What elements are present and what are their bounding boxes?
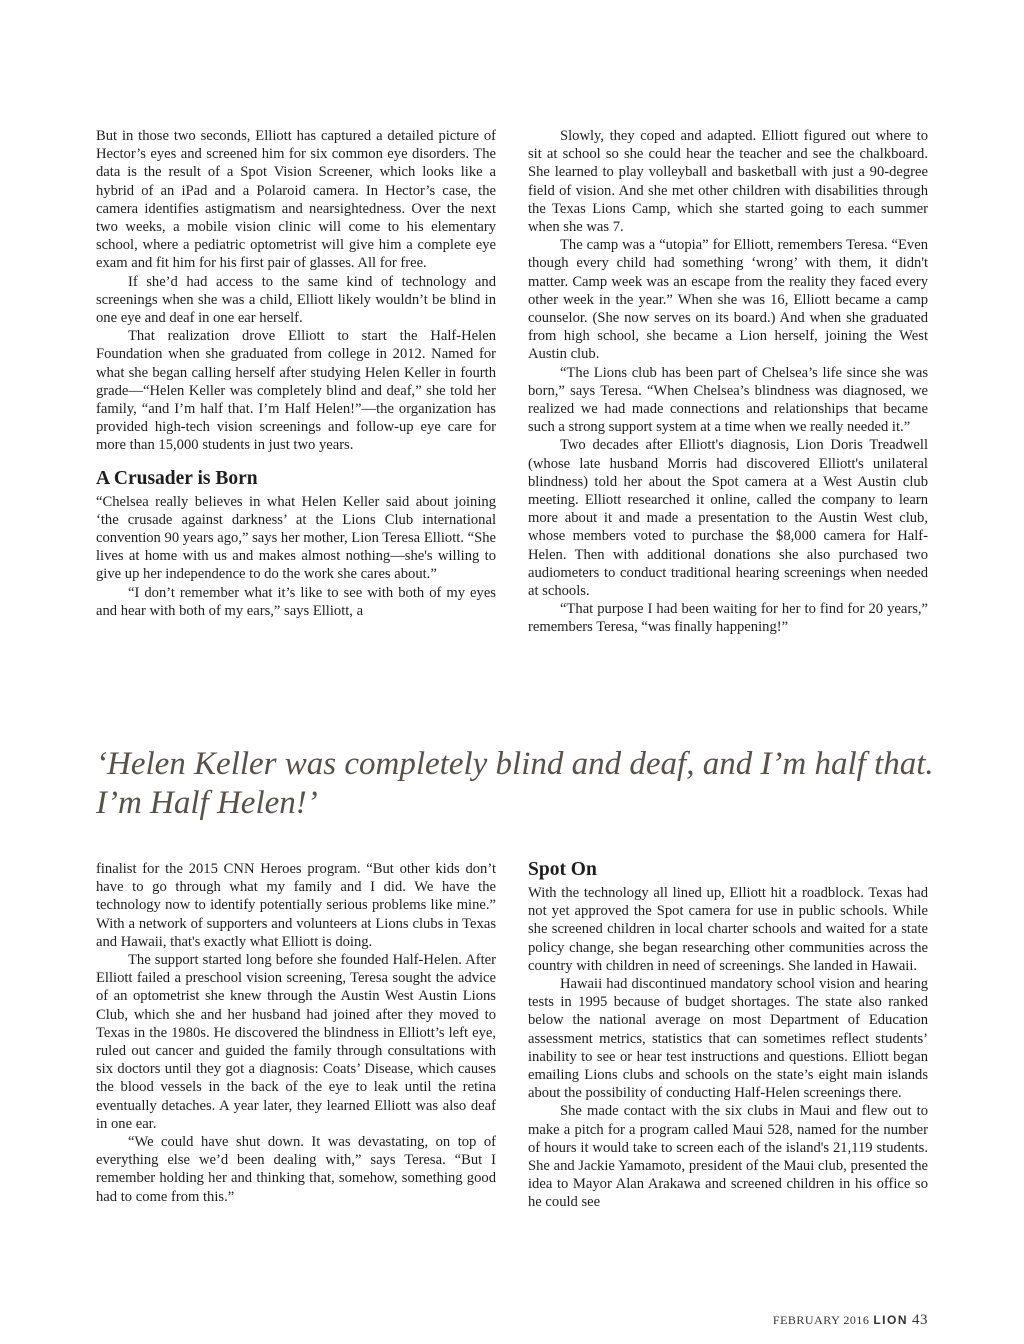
body-paragraph: But in those two seconds, Elliott has captured a detailed picture of Hector’s eyes and screened him for six common eye disorders. The data is the result of a Spot Vision Screener, which looks like a hybrid of an iPad and a Polaroid camera. In Hector’s case, the camera identifies astigmatism and nearsightedness. Over the next two weeks, a mobile vision clinic will come to his elementary school, where a pediatric optometrist will give him a complete eye exam and fit him for his first pair of glasses. All for free.: [96, 128, 496, 272]
section-heading-spot-on: Spot On: [528, 859, 597, 880]
body-paragraph: Two decades after Elliott's diagnosis, Lion Doris Treadwell (whose late husband Morris had discovered Elliott's unilateral blindness) told her about the Spot camera at a West Austin club meeting. Elliott researched it online, called the company to learn more about it and made a presentation to the Austin West club, whose members voted to purchase the $8,000 camera for Half-Helen. Then with additional donations she also purchased two audiometers to conduct traditional hearing screenings when needed at schools.: [528, 437, 928, 600]
body-paragraph: She made contact with the six clubs in Maui and flew out to make a pitch for a program called Maui 528, named for the number of hours it would take to screen each of the island's 21,119 students. She and Jackie Yamamoto, president of the Maui club, presented the idea to Mayor Alan Arakawa and screened children in his office so he could see: [528, 1103, 928, 1211]
page-number: 43: [912, 1312, 928, 1328]
column-top-right: [528, 127, 928, 637]
body-paragraph: With the technology all lined up, Elliott hit a roadblock. Texas had not yet approved the Spot camera for use in public schools. While she screened children in local charter schools and waited for a state policy change, she began researching other communities across the country with children in need of screenings. She landed in Hawaii.: [528, 885, 928, 974]
magazine-name: LION: [873, 1313, 908, 1327]
body-paragraph: Slowly, they coped and adapted. Elliott figured out where to sit at school so she could hear the teacher and see the chalkboard. She learned to play volleyball and basketball with just a 90-degree field of vision. And she met other children with disabilities through the Texas Lions Camp, which she started going to each summer when she was 7.: [528, 128, 928, 236]
body-paragraph: “The Lions club has been part of Chelsea’s life since she was born,” says Teresa. “When Chelsea’s blindness was diagnosed, we realized we had made connections and relationships that became such a strong support system at a time when we really needed it.”: [528, 364, 928, 436]
body-paragraph: “We could have shut down. It was devastating, on top of everything else we’d been dealing with,” says Teresa. “But I remember holding her and thinking that, somehow, something good had to come from this.”: [96, 1134, 496, 1205]
page-footer: [773, 1312, 928, 1329]
body-paragraph: That realization drove Elliott to start the Half-Helen Foundation when she graduated from college in 2012. Named for what she began calling herself after studying Helen Keller in fourth grade—“Helen Keller was completely blind and deaf,” she told her family, “and I’m half that. I’m Half Helen!”—the organization has provided high-tech vision screenings and follow-up eye care for more than 15,000 students in just two years.: [96, 328, 496, 454]
body-paragraph: The support started long before she founded Half-Helen. After Elliott failed a preschool vision screening, Teresa sought the advice of an optometrist she knew through the Austin West Austin Lions Club, which she and her husband had joined after they moved to Texas in the 1980s. He discovered the blindness in Elliott’s left eye, ruled out cancer and guided the family through consultations with six doctors until they got a diagnosis: Coats’ Disease, which causes the blood vessels in the back of the eye to leak until the retina eventually detaches. A year later, they learned Elliott was also deaf in one ear.: [96, 952, 496, 1132]
pull-quote: ‘Helen Keller was completely blind and deaf, and I’m half that. I’m Half Helen!’: [96, 746, 934, 821]
body-paragraph: “Chelsea really believes in what Helen Keller said about joining ‘the crusade against darkness’ at the Lions Club international convention 90 years ago,” says her mother, Lion Teresa Elliott. “She lives at home with us and makes almost nothing—she's willing to give up her independence to do the work she cares about.”: [96, 493, 496, 583]
column-bottom-right: [528, 858, 928, 1212]
column-top-left: [96, 127, 496, 620]
body-paragraph: finalist for the 2015 CNN Heroes program. “But other kids don’t have to go through what my family and I did. We have the technology now to identify potentially serious problems like mine.” With a network of supporters and volunteers at Lions clubs in Texas and Hawaii, that's exactly what Elliott is doing.: [96, 861, 496, 950]
body-paragraph: “I don’t remember what it’s like to see with both of my eyes and hear with both of my ears,” says Elliott, a: [96, 584, 496, 619]
body-paragraph: Hawaii had discontinued mandatory school vision and hearing tests in 1995 because of budget shortages. The state also ranked below the national average on most Department of Education assessment metrics, statistics that can sometimes reflect students’ inability to see or hear test instructions and questions. Elliott began emailing Lions clubs and schools on the state’s eight main islands about the possibility of conducting Half-Helen screenings there.: [528, 976, 928, 1102]
section-heading-crusader: A Crusader is Born: [96, 467, 258, 489]
body-paragraph: The camp was a “utopia” for Elliott, remembers Teresa. “Even though every child had something ‘wrong’ with them, it didn't matter. Camp week was an escape from the reality they faced every other week in the year.” When she was 16, Elliott became a camp counselor. (She now serves on its board.) And when she graduated from high school, she became a Lion herself, joining the West Austin club.: [528, 237, 928, 363]
issue-date: FEBRUARY 2016: [772, 1313, 870, 1327]
body-paragraph: If she’d had access to the same kind of technology and screenings when she was a child, Elliott likely wouldn’t be blind in one eye and deaf in one ear herself.: [96, 273, 496, 327]
column-bottom-left: [96, 860, 496, 1206]
body-paragraph: “That purpose I had been waiting for her to find for 20 years,” remembers Teresa, “was finally happening!”: [528, 601, 928, 636]
